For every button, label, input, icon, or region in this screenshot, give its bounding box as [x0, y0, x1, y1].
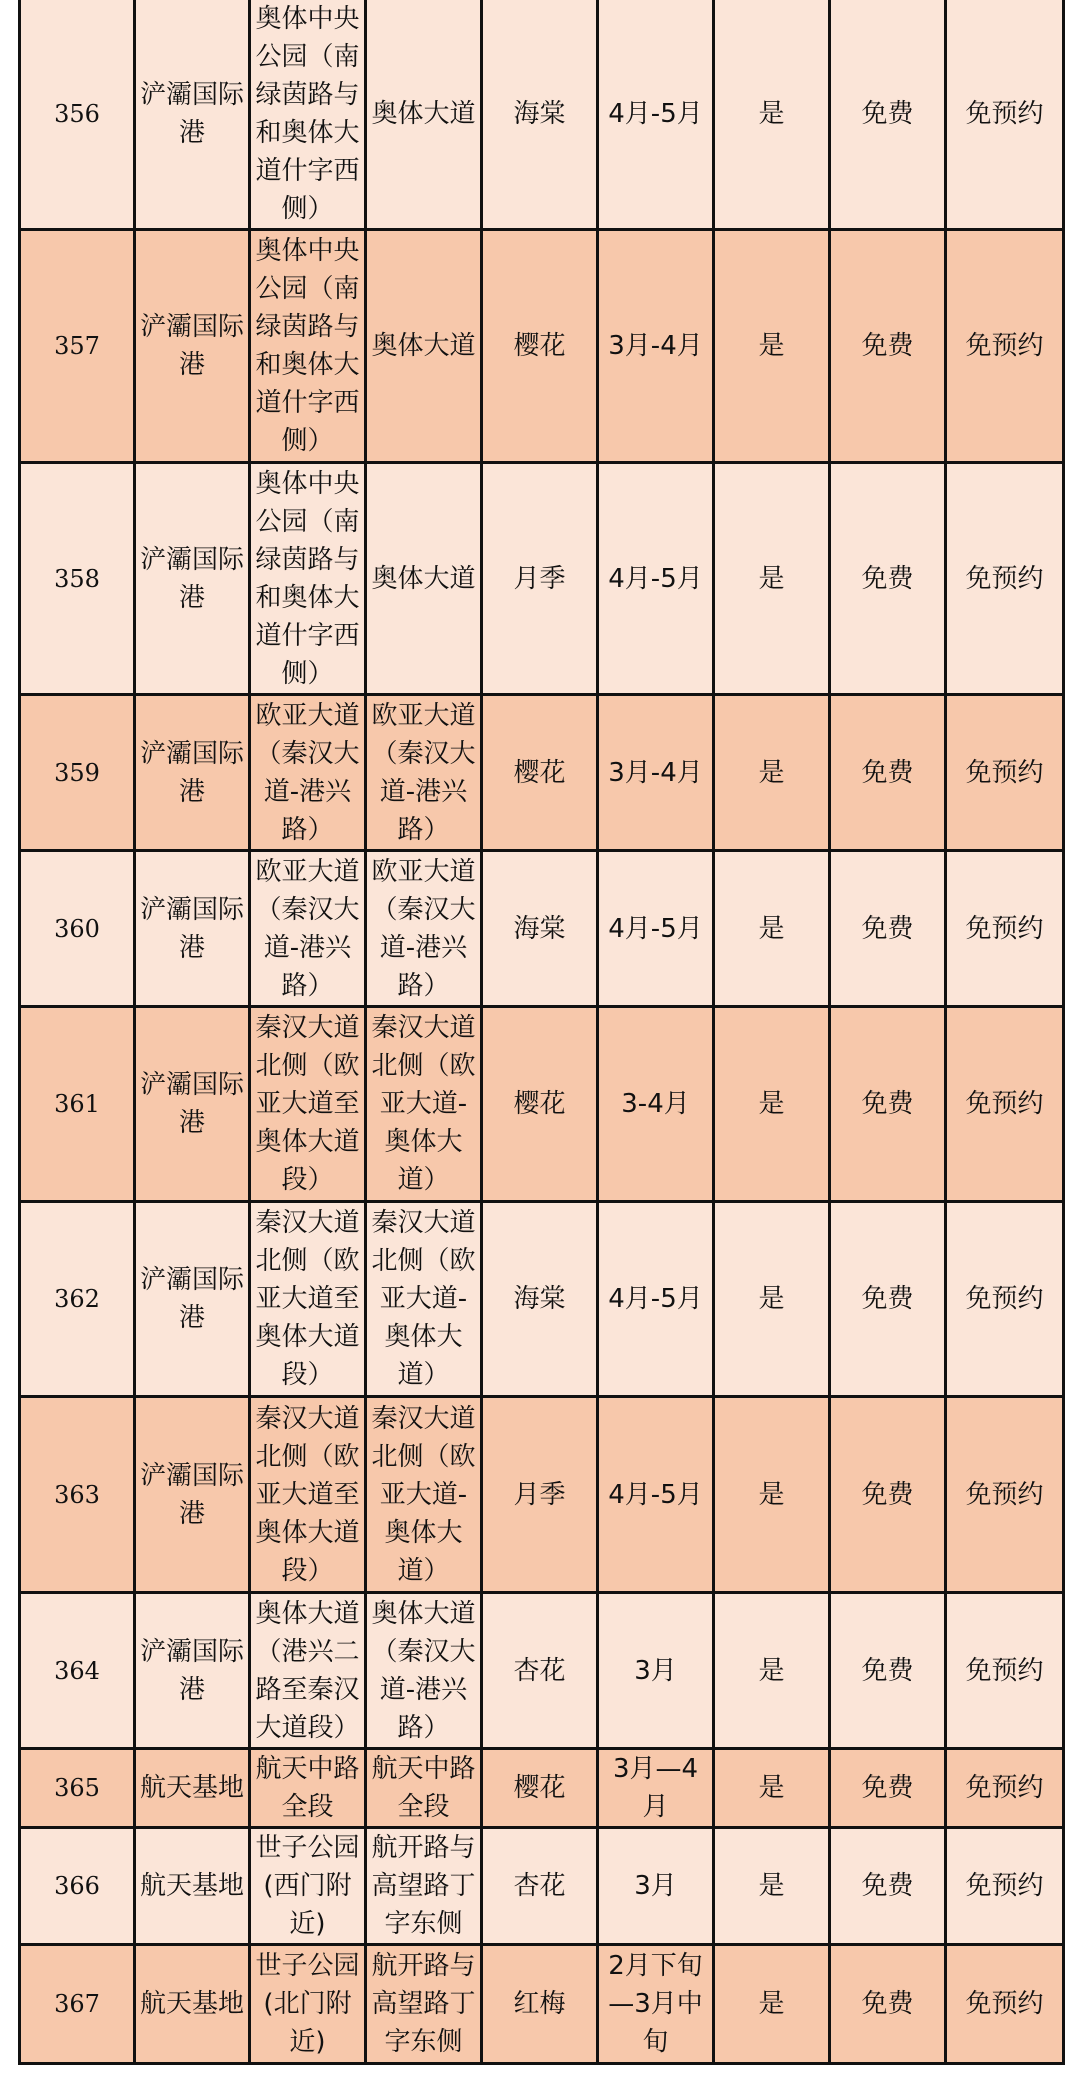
period-cell: 4月-5月	[598, 0, 714, 230]
road-cell: 欧亚大道（秦汉大道-港兴路）	[366, 695, 482, 851]
fee-cell: 免费	[830, 851, 946, 1007]
location-cell: 奥体大道（港兴二路至秦汉大道段）	[250, 1593, 366, 1749]
location-cell: 航天中路全段	[250, 1749, 366, 1828]
road-cell: 秦汉大道北侧（欧亚大道-奥体大道）	[366, 1397, 482, 1593]
open-status-cell: 是	[714, 1749, 830, 1828]
fee-cell: 免费	[830, 1749, 946, 1828]
road-cell: 奥体大道	[366, 463, 482, 695]
flower-cell: 樱花	[482, 230, 598, 463]
flower-cell: 樱花	[482, 1007, 598, 1202]
road-cell: 奥体大道（秦汉大道-港兴路）	[366, 1593, 482, 1749]
district-cell: 浐灞国际港	[135, 1397, 250, 1593]
period-cell: 3-4月	[598, 1007, 714, 1202]
open-status-cell: 是	[714, 695, 830, 851]
booking-cell: 免预约	[946, 1007, 1064, 1202]
fee-cell: 免费	[830, 1828, 946, 1945]
period-cell: 4月-5月	[598, 1397, 714, 1593]
location-cell: 世子公园(西门附近)	[250, 1828, 366, 1945]
period-cell: 2月下旬—3月中旬	[598, 1945, 714, 2064]
district-cell: 航天基地	[135, 1945, 250, 2064]
row-number: 358	[20, 463, 135, 695]
road-cell: 航天中路全段	[366, 1749, 482, 1828]
road-cell: 航开路与高望路丁字东侧	[366, 1828, 482, 1945]
road-cell: 奥体大道	[366, 230, 482, 463]
location-cell: 奥体中央公园（南绿茵路与和奥体大道什字西侧）	[250, 230, 366, 463]
flower-cell: 杏花	[482, 1828, 598, 1945]
booking-cell: 免预约	[946, 1593, 1064, 1749]
row-number: 361	[20, 1007, 135, 1202]
flower-cell: 月季	[482, 463, 598, 695]
district-cell: 浐灞国际港	[135, 1593, 250, 1749]
booking-cell: 免预约	[946, 1397, 1064, 1593]
table-row	[20, 851, 1064, 1007]
row-number: 363	[20, 1397, 135, 1593]
road-cell: 秦汉大道北侧（欧亚大道-奥体大道）	[366, 1007, 482, 1202]
open-status-cell: 是	[714, 463, 830, 695]
period-cell: 3月	[598, 1593, 714, 1749]
location-cell: 秦汉大道北侧（欧亚大道至奥体大道段）	[250, 1202, 366, 1397]
period-cell: 3月-4月	[598, 230, 714, 463]
period-cell: 3月—4月	[598, 1749, 714, 1828]
open-status-cell: 是	[714, 1007, 830, 1202]
fee-cell: 免费	[830, 1397, 946, 1593]
row-number: 365	[20, 1749, 135, 1828]
location-cell: 秦汉大道北侧（欧亚大道至奥体大道段）	[250, 1397, 366, 1593]
table-row	[20, 0, 1064, 230]
booking-cell: 免预约	[946, 230, 1064, 463]
road-cell: 秦汉大道北侧（欧亚大道-奥体大道）	[366, 1202, 482, 1397]
flower-viewing-table	[18, 0, 1065, 2065]
booking-cell: 免预约	[946, 1202, 1064, 1397]
flower-cell: 杏花	[482, 1593, 598, 1749]
flower-cell: 海棠	[482, 1202, 598, 1397]
open-status-cell: 是	[714, 1593, 830, 1749]
open-status-cell: 是	[714, 1202, 830, 1397]
table-row	[20, 1828, 1064, 1945]
booking-cell: 免预约	[946, 851, 1064, 1007]
location-cell: 世子公园(北门附近)	[250, 1945, 366, 2064]
fee-cell: 免费	[830, 1593, 946, 1749]
period-cell: 4月-5月	[598, 1202, 714, 1397]
road-cell: 航开路与高望路丁字东侧	[366, 1945, 482, 2064]
row-number: 360	[20, 851, 135, 1007]
row-number: 359	[20, 695, 135, 851]
fee-cell: 免费	[830, 1945, 946, 2064]
district-cell: 浐灞国际港	[135, 463, 250, 695]
table-body	[20, 0, 1064, 2064]
flower-cell: 月季	[482, 1397, 598, 1593]
table-row	[20, 1397, 1064, 1593]
row-number: 364	[20, 1593, 135, 1749]
table-row	[20, 1945, 1064, 2064]
open-status-cell: 是	[714, 230, 830, 463]
table-row	[20, 1007, 1064, 1202]
row-number: 362	[20, 1202, 135, 1397]
open-status-cell: 是	[714, 1397, 830, 1593]
fee-cell: 免费	[830, 0, 946, 230]
fee-cell: 免费	[830, 1202, 946, 1397]
road-cell: 奥体大道	[366, 0, 482, 230]
table-row	[20, 463, 1064, 695]
district-cell: 浐灞国际港	[135, 695, 250, 851]
period-cell: 4月-5月	[598, 851, 714, 1007]
table-row	[20, 1202, 1064, 1397]
open-status-cell: 是	[714, 1828, 830, 1945]
booking-cell: 免预约	[946, 1945, 1064, 2064]
booking-cell: 免预约	[946, 1828, 1064, 1945]
row-number: 356	[20, 0, 135, 230]
district-cell: 浐灞国际港	[135, 1202, 250, 1397]
flower-cell: 樱花	[482, 1749, 598, 1828]
district-cell: 航天基地	[135, 1828, 250, 1945]
location-cell: 奥体中央公园（南绿茵路与和奥体大道什字西侧）	[250, 0, 366, 230]
table-row	[20, 230, 1064, 463]
location-cell: 欧亚大道（秦汉大道-港兴路）	[250, 695, 366, 851]
booking-cell: 免预约	[946, 1749, 1064, 1828]
fee-cell: 免费	[830, 695, 946, 851]
road-cell: 欧亚大道（秦汉大道-港兴路）	[366, 851, 482, 1007]
period-cell: 3月-4月	[598, 695, 714, 851]
period-cell: 3月	[598, 1828, 714, 1945]
row-number: 366	[20, 1828, 135, 1945]
district-cell: 浐灞国际港	[135, 851, 250, 1007]
table-row	[20, 1593, 1064, 1749]
location-cell: 奥体中央公园（南绿茵路与和奥体大道什字西侧）	[250, 463, 366, 695]
row-number: 367	[20, 1945, 135, 2064]
booking-cell: 免预约	[946, 0, 1064, 230]
district-cell: 浐灞国际港	[135, 0, 250, 230]
open-status-cell: 是	[714, 0, 830, 230]
period-cell: 4月-5月	[598, 463, 714, 695]
flower-cell: 海棠	[482, 851, 598, 1007]
flower-cell: 樱花	[482, 695, 598, 851]
fee-cell: 免费	[830, 1007, 946, 1202]
row-number: 357	[20, 230, 135, 463]
open-status-cell: 是	[714, 1945, 830, 2064]
table-row	[20, 695, 1064, 851]
flower-cell: 红梅	[482, 1945, 598, 2064]
booking-cell: 免预约	[946, 695, 1064, 851]
district-cell: 航天基地	[135, 1749, 250, 1828]
district-cell: 浐灞国际港	[135, 230, 250, 463]
fee-cell: 免费	[830, 463, 946, 695]
flower-cell: 海棠	[482, 0, 598, 230]
district-cell: 浐灞国际港	[135, 1007, 250, 1202]
booking-cell: 免预约	[946, 463, 1064, 695]
location-cell: 秦汉大道北侧（欧亚大道至奥体大道段）	[250, 1007, 366, 1202]
fee-cell: 免费	[830, 230, 946, 463]
open-status-cell: 是	[714, 851, 830, 1007]
location-cell: 欧亚大道（秦汉大道-港兴路）	[250, 851, 366, 1007]
flower-viewing-table-container	[18, 0, 1062, 2065]
table-row	[20, 1749, 1064, 1828]
